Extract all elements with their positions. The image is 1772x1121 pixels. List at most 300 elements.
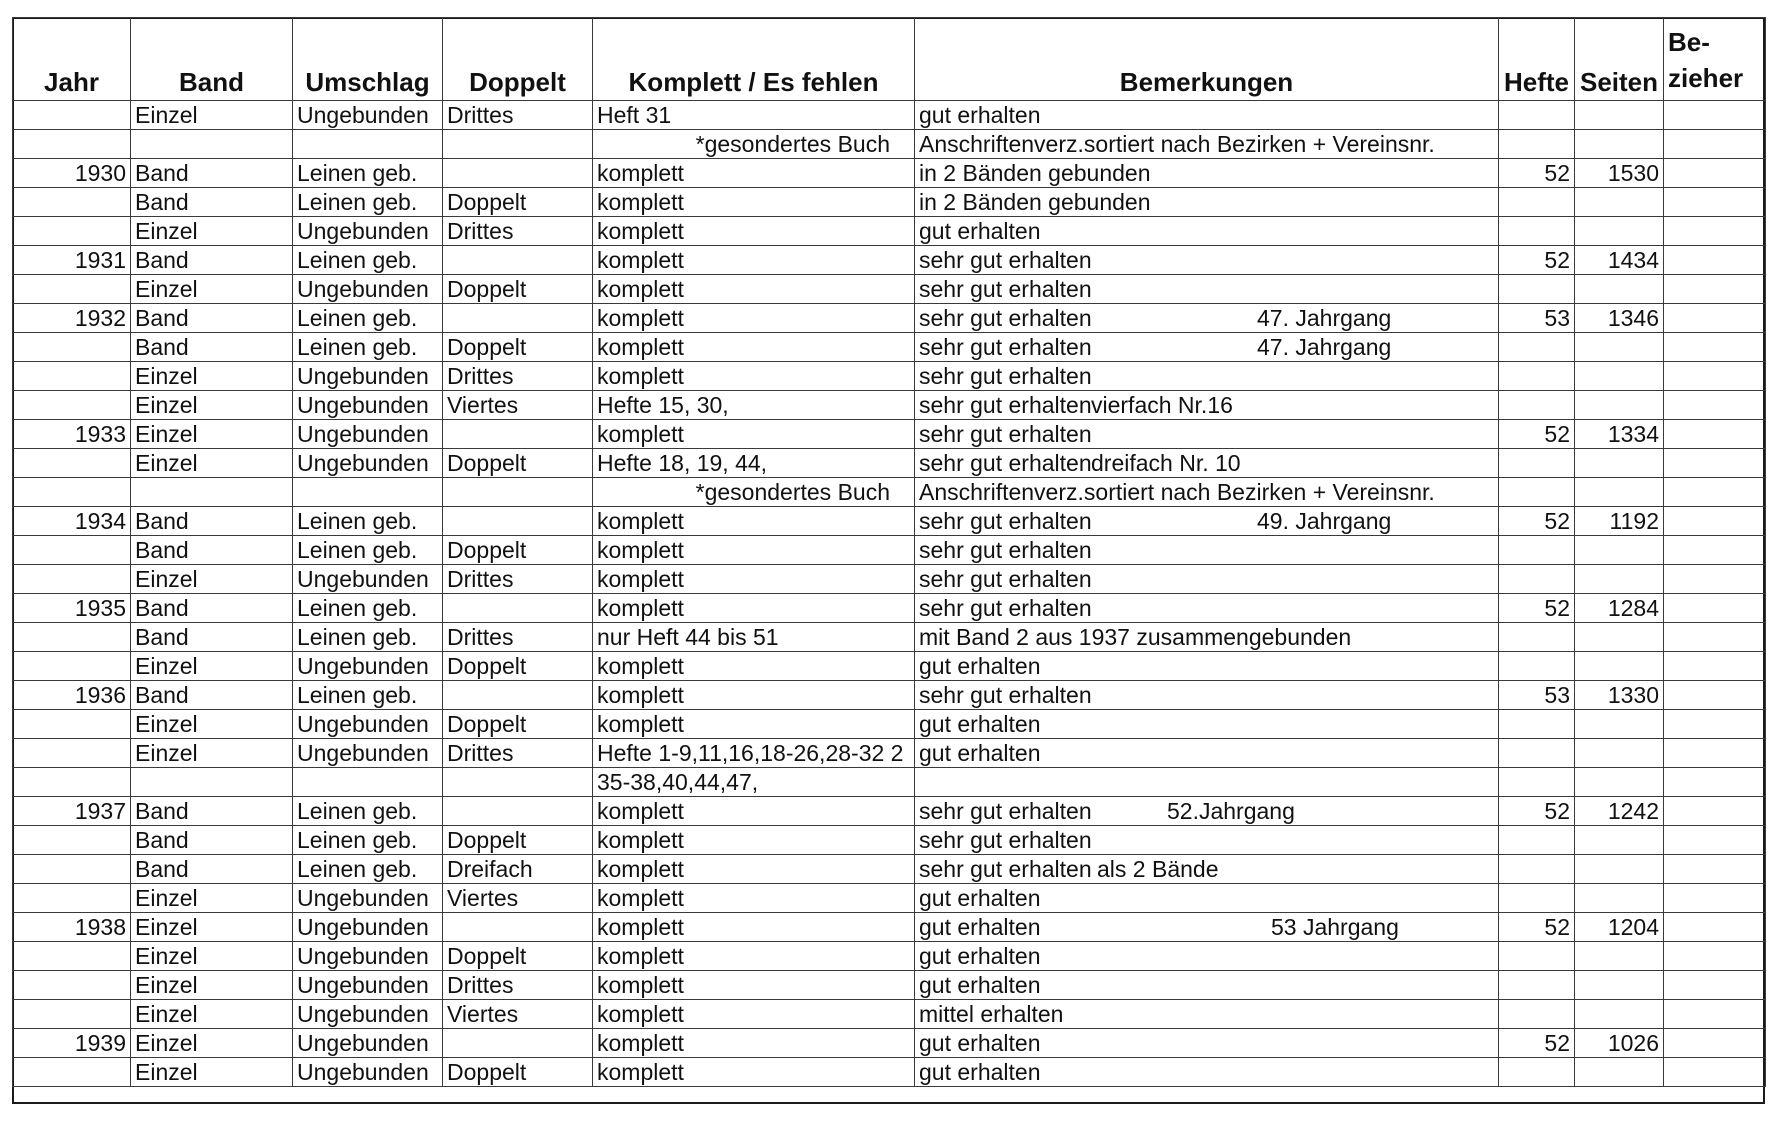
cell-doppelt: Viertes [443, 391, 593, 420]
cell-bezieher [1664, 420, 1766, 449]
col-header-hefte: Hefte [1499, 18, 1575, 101]
cell-jahr [13, 362, 131, 391]
cell-seiten [1575, 884, 1664, 913]
cell-doppelt: Dreifach [443, 855, 593, 884]
cell-bezieher [1664, 739, 1766, 768]
cell-bezieher [1664, 159, 1766, 188]
cell-bezieher [1664, 536, 1766, 565]
cell-bemerkungen [915, 478, 1499, 507]
cell-jahr: 1933 [13, 420, 131, 449]
cell-bezieher [1664, 217, 1766, 246]
remark-text: sehr gut erhalten [919, 798, 1092, 824]
cell-jahr: 1937 [13, 797, 131, 826]
cell-komplett: 35-38,40,44,47, [593, 768, 915, 797]
table-row [13, 449, 1766, 478]
cell-band: Einzel [131, 420, 293, 449]
cell-umschlag: Leinen geb. [293, 507, 443, 536]
cell-doppelt [443, 478, 593, 507]
cell-bezieher [1664, 362, 1766, 391]
col-header-bezieher [1664, 18, 1766, 101]
cell-komplett: komplett [593, 971, 915, 1000]
cell-bezieher [1664, 681, 1766, 710]
remark-text: gut erhalten [919, 653, 1041, 679]
remark-text: Anschriftenverz.sortiert nach Bezirken + Vereinsnr. [919, 131, 1435, 157]
cell-komplett: komplett [593, 362, 915, 391]
cell-band: Einzel [131, 217, 293, 246]
cell-bemerkungen [915, 333, 1499, 362]
cell-seiten [1575, 1058, 1664, 1087]
cell-bezieher [1664, 913, 1766, 942]
cell-band: Band [131, 797, 293, 826]
cell-bezieher [1664, 826, 1766, 855]
cell-seiten [1575, 1000, 1664, 1029]
cell-hefte [1499, 565, 1575, 594]
table-row [13, 304, 1766, 333]
cell-jahr: 1935 [13, 594, 131, 623]
remark-text: in 2 Bänden gebunden [919, 189, 1151, 215]
cell-bezieher [1664, 188, 1766, 217]
table-row [13, 768, 1766, 797]
cell-jahr: 1932 [13, 304, 131, 333]
cell-hefte [1499, 826, 1575, 855]
cell-doppelt: Viertes [443, 1000, 593, 1029]
cell-komplett: komplett [593, 826, 915, 855]
cell-umschlag: Ungebunden [293, 884, 443, 913]
table-row [13, 333, 1766, 362]
remark-text: sehr gut erhalten [919, 508, 1092, 534]
table-row [13, 478, 1766, 507]
cell-komplett: komplett [593, 594, 915, 623]
cell-bemerkungen [915, 449, 1499, 478]
cell-umschlag: Leinen geb. [293, 333, 443, 362]
cell-jahr [13, 623, 131, 652]
cell-jahr [13, 826, 131, 855]
cell-seiten: 1334 [1575, 420, 1664, 449]
cell-band: Einzel [131, 652, 293, 681]
cell-seiten [1575, 188, 1664, 217]
cell-doppelt [443, 768, 593, 797]
table-row [13, 130, 1766, 159]
cell-komplett: komplett [593, 217, 915, 246]
cell-hefte: 52 [1499, 797, 1575, 826]
cell-band: Band [131, 536, 293, 565]
cell-seiten: 1530 [1575, 159, 1664, 188]
table-row [13, 507, 1766, 536]
remark-extra-text: als 2 Bände [1097, 856, 1219, 882]
cell-bezieher [1664, 797, 1766, 826]
cell-jahr: 1930 [13, 159, 131, 188]
cell-komplett: komplett [593, 884, 915, 913]
cell-jahr [13, 478, 131, 507]
cell-bezieher [1664, 275, 1766, 304]
cell-bezieher [1664, 333, 1766, 362]
cell-hefte [1499, 855, 1575, 884]
cell-jahr [13, 536, 131, 565]
remark-text: sehr gut erhalten [919, 276, 1092, 302]
cell-hefte [1499, 652, 1575, 681]
col-header-jahr: Jahr [13, 18, 131, 101]
remark-extra-text: dreifach Nr. 10 [1091, 450, 1241, 476]
table-body [13, 101, 1766, 1087]
cell-jahr [13, 739, 131, 768]
cell-doppelt [443, 681, 593, 710]
table-row [13, 884, 1766, 913]
cell-umschlag: Ungebunden [293, 449, 443, 478]
cell-bemerkungen [915, 594, 1499, 623]
cell-umschlag: Ungebunden [293, 275, 443, 304]
cell-umschlag: Ungebunden [293, 101, 443, 130]
cell-doppelt: Doppelt [443, 942, 593, 971]
cell-hefte [1499, 188, 1575, 217]
table-row [13, 536, 1766, 565]
remark-text: sehr gut erhalten [919, 595, 1092, 621]
cell-jahr [13, 130, 131, 159]
cell-jahr [13, 942, 131, 971]
cell-umschlag: Leinen geb. [293, 623, 443, 652]
remark-text: gut erhalten [919, 943, 1041, 969]
cell-jahr [13, 652, 131, 681]
cell-seiten: 1242 [1575, 797, 1664, 826]
cell-komplett: nur Heft 44 bis 51 [593, 623, 915, 652]
cell-jahr [13, 188, 131, 217]
cell-band: Einzel [131, 565, 293, 594]
cell-hefte [1499, 942, 1575, 971]
remark-extra-text: 47. Jahrgang [1257, 305, 1392, 331]
cell-komplett: komplett [593, 246, 915, 275]
cell-hefte [1499, 333, 1575, 362]
cell-umschlag: Ungebunden [293, 420, 443, 449]
cell-hefte [1499, 768, 1575, 797]
cell-seiten: 1330 [1575, 681, 1664, 710]
cell-seiten [1575, 333, 1664, 362]
cell-umschlag: Leinen geb. [293, 246, 443, 275]
cell-komplett: komplett [593, 507, 915, 536]
cell-komplett: komplett [593, 159, 915, 188]
table-row [13, 391, 1766, 420]
cell-jahr: 1938 [13, 913, 131, 942]
table-row [13, 681, 1766, 710]
cell-hefte [1499, 1000, 1575, 1029]
cell-hefte: 53 [1499, 681, 1575, 710]
cell-doppelt: Doppelt [443, 188, 593, 217]
table-row [13, 246, 1766, 275]
cell-hefte: 52 [1499, 594, 1575, 623]
cell-komplett: *gesondertes Buch [593, 130, 915, 159]
cell-umschlag: Ungebunden [293, 1029, 443, 1058]
remark-extra-text: 53 Jahrgang [1271, 914, 1399, 940]
cell-seiten: 1346 [1575, 304, 1664, 333]
cell-hefte [1499, 1058, 1575, 1087]
cell-band: Einzel [131, 971, 293, 1000]
cell-seiten [1575, 101, 1664, 130]
cell-bemerkungen [915, 942, 1499, 971]
inventory-table [12, 17, 1766, 1087]
remark-text: gut erhalten [919, 972, 1041, 998]
cell-hefte [1499, 478, 1575, 507]
table-row [13, 1000, 1766, 1029]
remark-text: sehr gut erhalten [919, 392, 1092, 418]
cell-seiten [1575, 826, 1664, 855]
cell-bezieher [1664, 768, 1766, 797]
cell-bemerkungen [915, 884, 1499, 913]
cell-umschlag: Ungebunden [293, 391, 443, 420]
cell-komplett: komplett [593, 652, 915, 681]
cell-seiten [1575, 855, 1664, 884]
table-row [13, 913, 1766, 942]
cell-doppelt: Doppelt [443, 275, 593, 304]
cell-bemerkungen [915, 623, 1499, 652]
cell-bemerkungen [915, 391, 1499, 420]
table-row [13, 1029, 1766, 1058]
cell-komplett: *gesondertes Buch [593, 478, 915, 507]
cell-bezieher [1664, 710, 1766, 739]
cell-komplett: komplett [593, 797, 915, 826]
cell-seiten: 1026 [1575, 1029, 1664, 1058]
cell-bezieher [1664, 246, 1766, 275]
cell-band: Einzel [131, 942, 293, 971]
cell-jahr [13, 217, 131, 246]
cell-umschlag: Ungebunden [293, 913, 443, 942]
cell-doppelt: Doppelt [443, 826, 593, 855]
cell-umschlag: Leinen geb. [293, 188, 443, 217]
remark-text: sehr gut erhalten [919, 305, 1092, 331]
cell-bezieher [1664, 884, 1766, 913]
cell-hefte [1499, 739, 1575, 768]
cell-hefte: 52 [1499, 246, 1575, 275]
cell-hefte [1499, 710, 1575, 739]
cell-umschlag: Ungebunden [293, 710, 443, 739]
remark-text: sehr gut erhalten [919, 334, 1092, 360]
cell-komplett: komplett [593, 913, 915, 942]
cell-hefte [1499, 362, 1575, 391]
table-row [13, 710, 1766, 739]
cell-bemerkungen [915, 739, 1499, 768]
cell-doppelt: Drittes [443, 623, 593, 652]
cell-band: Band [131, 188, 293, 217]
cell-band: Band [131, 333, 293, 362]
table-row [13, 739, 1766, 768]
cell-bezieher [1664, 652, 1766, 681]
cell-bemerkungen [915, 652, 1499, 681]
cell-seiten: 1204 [1575, 913, 1664, 942]
cell-band [131, 478, 293, 507]
table-row [13, 971, 1766, 1000]
cell-seiten [1575, 942, 1664, 971]
cell-komplett: komplett [593, 710, 915, 739]
cell-hefte: 52 [1499, 1029, 1575, 1058]
cell-band: Band [131, 594, 293, 623]
bezieher-line-1: Be- [1668, 27, 1710, 57]
cell-bemerkungen [915, 275, 1499, 304]
cell-doppelt: Doppelt [443, 710, 593, 739]
cell-komplett: komplett [593, 1058, 915, 1087]
cell-bezieher [1664, 101, 1766, 130]
cell-bemerkungen [915, 101, 1499, 130]
cell-band: Band [131, 855, 293, 884]
cell-hefte: 52 [1499, 159, 1575, 188]
remark-text: gut erhalten [919, 102, 1041, 128]
bezieher-line-2: zieher [1668, 63, 1744, 93]
cell-seiten [1575, 768, 1664, 797]
cell-bezieher [1664, 304, 1766, 333]
cell-doppelt [443, 797, 593, 826]
cell-doppelt: Doppelt [443, 536, 593, 565]
col-header-doppelt: Doppelt [443, 18, 593, 101]
table-row [13, 420, 1766, 449]
cell-komplett: komplett [593, 304, 915, 333]
cell-bemerkungen [915, 1058, 1499, 1087]
cell-doppelt [443, 594, 593, 623]
cell-bezieher [1664, 594, 1766, 623]
cell-doppelt [443, 130, 593, 159]
cell-doppelt: Doppelt [443, 449, 593, 478]
table-row [13, 159, 1766, 188]
cell-umschlag [293, 130, 443, 159]
cell-bemerkungen [915, 507, 1499, 536]
cell-band: Einzel [131, 362, 293, 391]
cell-komplett: komplett [593, 333, 915, 362]
remark-text: sehr gut erhalten [919, 856, 1092, 882]
cell-hefte [1499, 275, 1575, 304]
cell-hefte: 53 [1499, 304, 1575, 333]
table-row [13, 188, 1766, 217]
cell-umschlag: Leinen geb. [293, 797, 443, 826]
cell-jahr [13, 710, 131, 739]
cell-doppelt: Drittes [443, 101, 593, 130]
cell-doppelt: Drittes [443, 739, 593, 768]
cell-band: Band [131, 304, 293, 333]
cell-bemerkungen [915, 826, 1499, 855]
cell-band [131, 130, 293, 159]
table-row [13, 217, 1766, 246]
cell-bemerkungen [915, 855, 1499, 884]
cell-jahr [13, 275, 131, 304]
cell-umschlag: Ungebunden [293, 1000, 443, 1029]
remark-text: in 2 Bänden gebunden [919, 160, 1151, 186]
cell-komplett: komplett [593, 188, 915, 217]
cell-doppelt: Drittes [443, 217, 593, 246]
cell-band: Einzel [131, 1058, 293, 1087]
cell-komplett: komplett [593, 942, 915, 971]
cell-bemerkungen [915, 304, 1499, 333]
cell-seiten [1575, 623, 1664, 652]
cell-bemerkungen [915, 681, 1499, 710]
remark-text: sehr gut erhalten [919, 450, 1092, 476]
cell-band [131, 768, 293, 797]
cell-band: Einzel [131, 391, 293, 420]
cell-bezieher [1664, 942, 1766, 971]
cell-komplett: komplett [593, 536, 915, 565]
table-row [13, 855, 1766, 884]
remark-extra-text: 52.Jahrgang [1167, 798, 1295, 824]
cell-bemerkungen [915, 130, 1499, 159]
remark-text: gut erhalten [919, 1059, 1041, 1085]
remark-extra-text: 49. Jahrgang [1257, 508, 1392, 534]
cell-bemerkungen [915, 536, 1499, 565]
cell-seiten: 1434 [1575, 246, 1664, 275]
col-header-umschlag: Umschlag [293, 18, 443, 101]
cell-band: Band [131, 507, 293, 536]
cell-jahr [13, 971, 131, 1000]
remark-extra-text: 47. Jahrgang [1257, 334, 1392, 360]
cell-band: Band [131, 246, 293, 275]
remark-text: gut erhalten [919, 218, 1041, 244]
cell-jahr [13, 391, 131, 420]
cell-komplett: komplett [593, 420, 915, 449]
cell-jahr [13, 565, 131, 594]
cell-doppelt [443, 304, 593, 333]
cell-seiten [1575, 536, 1664, 565]
cell-umschlag: Ungebunden [293, 217, 443, 246]
cell-bezieher [1664, 1058, 1766, 1087]
remark-text: mit Band 2 aus 1937 zusammengebunden [919, 624, 1352, 650]
cell-bemerkungen [915, 710, 1499, 739]
cell-seiten [1575, 478, 1664, 507]
table-row [13, 275, 1766, 304]
cell-hefte [1499, 391, 1575, 420]
table-row [13, 797, 1766, 826]
cell-hefte [1499, 217, 1575, 246]
cell-doppelt: Drittes [443, 971, 593, 1000]
cell-doppelt [443, 507, 593, 536]
cell-doppelt [443, 159, 593, 188]
cell-jahr: 1936 [13, 681, 131, 710]
cell-jahr [13, 1058, 131, 1087]
cell-hefte [1499, 536, 1575, 565]
cell-komplett: komplett [593, 681, 915, 710]
cell-hefte: 52 [1499, 420, 1575, 449]
table-row [13, 1058, 1766, 1087]
cell-bemerkungen [915, 362, 1499, 391]
remark-text: sehr gut erhalten [919, 827, 1092, 853]
cell-hefte [1499, 101, 1575, 130]
cell-umschlag: Ungebunden [293, 652, 443, 681]
table-row [13, 594, 1766, 623]
cell-doppelt [443, 1029, 593, 1058]
cell-jahr [13, 768, 131, 797]
col-header-seiten: Seiten [1575, 18, 1664, 101]
cell-jahr [13, 333, 131, 362]
cell-bemerkungen [915, 217, 1499, 246]
cell-hefte [1499, 884, 1575, 913]
cell-komplett: komplett [593, 275, 915, 304]
cell-komplett: komplett [593, 1000, 915, 1029]
cell-bezieher [1664, 478, 1766, 507]
cell-seiten: 1284 [1575, 594, 1664, 623]
cell-seiten [1575, 971, 1664, 1000]
cell-band: Band [131, 681, 293, 710]
remark-text: gut erhalten [919, 740, 1041, 766]
cell-komplett: Hefte 18, 19, 44, [593, 449, 915, 478]
cell-band: Einzel [131, 884, 293, 913]
cell-umschlag: Ungebunden [293, 739, 443, 768]
remark-text: gut erhalten [919, 885, 1041, 911]
cell-band: Einzel [131, 101, 293, 130]
cell-seiten [1575, 275, 1664, 304]
remark-text: gut erhalten [919, 711, 1041, 737]
cell-jahr [13, 449, 131, 478]
table-row [13, 623, 1766, 652]
cell-hefte: 52 [1499, 913, 1575, 942]
remark-text: Anschriftenverz.sortiert nach Bezirken + Vereinsnr. [919, 479, 1435, 505]
cell-umschlag: Ungebunden [293, 971, 443, 1000]
cell-komplett: Hefte 15, 30, [593, 391, 915, 420]
cell-seiten [1575, 217, 1664, 246]
remark-text: mittel erhalten [919, 1001, 1064, 1027]
remark-text: sehr gut erhalten [919, 247, 1092, 273]
cell-band: Einzel [131, 913, 293, 942]
cell-umschlag: Ungebunden [293, 362, 443, 391]
